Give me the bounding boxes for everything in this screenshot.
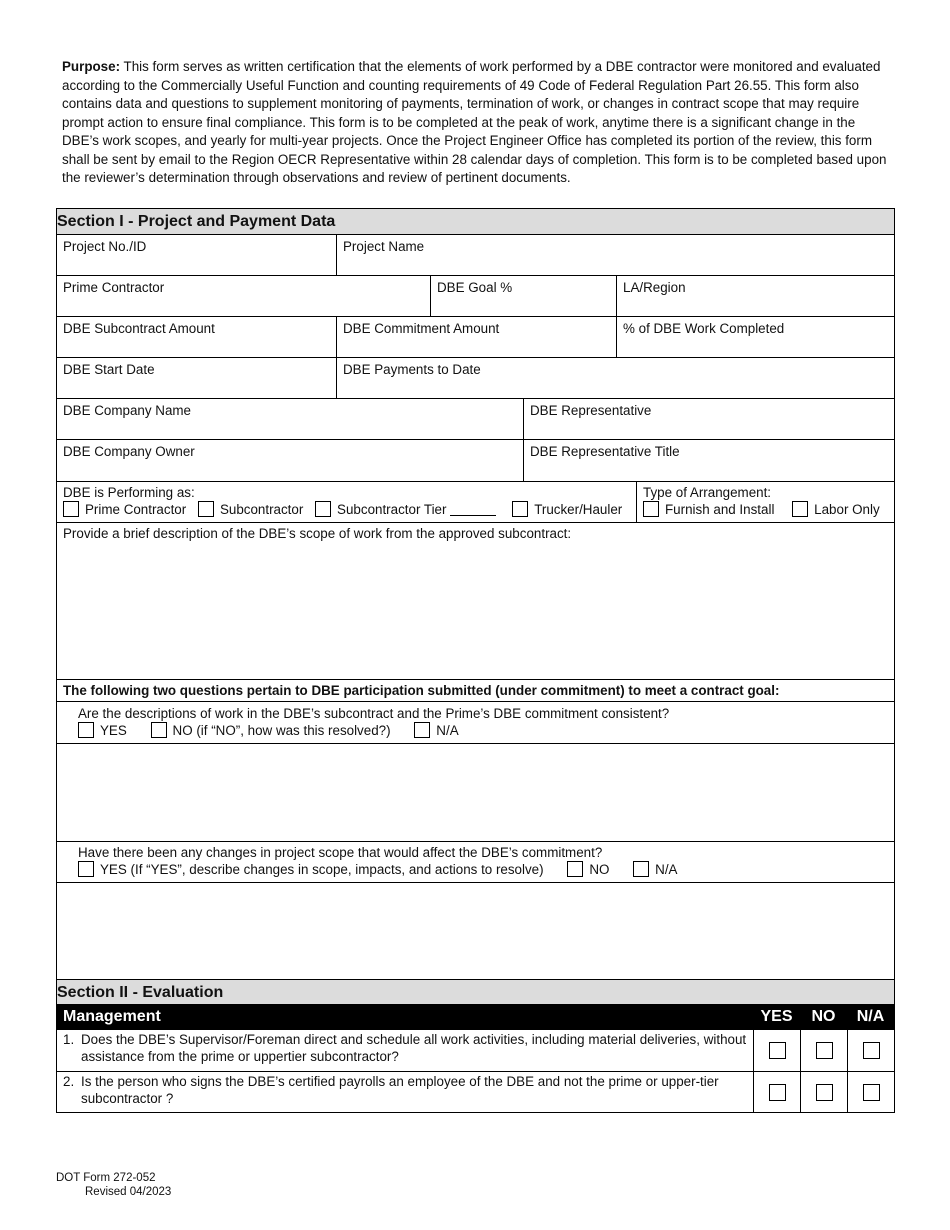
management-header bbox=[57, 1004, 894, 1030]
dbe-company-name-label: DBE Company Name bbox=[63, 403, 192, 418]
arrangement-label: Type of Arrangement: bbox=[643, 485, 772, 500]
question-1-text: Are the descriptions of work in the DBE’s subcontract and the Prime’s DBE commitment consistent? bbox=[78, 706, 670, 721]
dbe-start-date-field[interactable] bbox=[57, 358, 336, 398]
option-trucker-hauler[interactable] bbox=[512, 501, 622, 518]
q2-yes-label: YES (If “YES”, describe changes in scope, impacts, and actions to resolve) bbox=[100, 862, 544, 877]
evaluation-question-text: Does the DBE’s Supervisor/Foreman direct and schedule all work activities, including material deliveries, without assistance from the prime or uppertier subcontractor? bbox=[81, 1032, 747, 1064]
q1-option-na[interactable] bbox=[414, 722, 458, 739]
purpose-text: This form serves as written certification that the elements of work performed by a DBE contractor were monitored and evaluated according to the Commercially Useful Function and counting requirements of 49 Code of Federal Regulation Part 26.55. This form also contains data and questions to supplement monitoring of payments, termination of work, or changes in contract scope that may require prompt action to ensure final compliance. This form is to be completed at the peak of work, anytime there is a significant change in the DBE’s work scopes, and yearly for multi-year projects. Once the Project Engineer Office has completed its portion of the review, this form shall be sent by email to the Region OECR Representative within 28 calendar days of completion. This form is to be completed based upon the reviewer’s determination through observations and review of pertinent documents. bbox=[62, 59, 887, 185]
subcontractor-option-label: Subcontractor bbox=[219, 502, 304, 517]
dbe-rep-title-label: DBE Representative Title bbox=[530, 444, 680, 459]
participation-header: The following two questions pertain to DBE participation submitted (under commitment) to meet a contract goal: bbox=[63, 683, 780, 698]
tier-blank-line[interactable] bbox=[450, 503, 496, 516]
q2-no-checkbox[interactable] bbox=[567, 861, 583, 877]
q2-yes-checkbox[interactable] bbox=[78, 861, 94, 877]
furnish-install-checkbox[interactable] bbox=[643, 501, 659, 517]
q2-no-label: NO bbox=[589, 862, 610, 877]
project-name-field[interactable] bbox=[336, 235, 894, 275]
q1-na-checkbox[interactable] bbox=[414, 722, 430, 738]
trucker-hauler-checkbox[interactable] bbox=[512, 501, 528, 517]
dbe-commitment-amount-field[interactable] bbox=[336, 317, 616, 357]
q1-no-label: NO (if “NO”, how was this resolved?) bbox=[172, 723, 391, 738]
dbe-subcontract-amount-label: DBE Subcontract Amount bbox=[63, 321, 215, 336]
option-subcontractor-tier[interactable] bbox=[315, 501, 496, 518]
q2-option-na[interactable] bbox=[633, 861, 677, 878]
question-number: 2. bbox=[63, 1074, 75, 1089]
eval-2-na-checkbox[interactable] bbox=[863, 1084, 880, 1101]
q1-na-label: N/A bbox=[436, 723, 459, 738]
dbe-goal-field[interactable] bbox=[430, 276, 616, 316]
scope-description-prompt: Provide a brief description of the DBE’s scope of work from the approved subcontract: bbox=[63, 526, 572, 541]
evaluation-question-text: Is the person who signs the DBE’s certified payrolls an employee of the DBE and not the prime or upper-tier subcontractor ? bbox=[81, 1074, 719, 1106]
labor-only-checkbox[interactable] bbox=[792, 501, 808, 517]
la-region-label: LA/Region bbox=[623, 280, 686, 295]
management-title: Management bbox=[63, 1008, 161, 1025]
subcontractor-tier-option-label: Subcontractor Tier bbox=[337, 502, 447, 517]
pct-work-completed-field[interactable] bbox=[616, 317, 894, 357]
q1-option-no[interactable] bbox=[151, 722, 391, 739]
project-no-label: Project No./ID bbox=[63, 239, 147, 254]
purpose-label: Purpose: bbox=[62, 59, 121, 74]
pct-work-completed-label: % of DBE Work Completed bbox=[623, 321, 785, 336]
column-yes: YES bbox=[760, 1008, 793, 1025]
dbe-payments-label: DBE Payments to Date bbox=[343, 362, 481, 377]
q2-option-no[interactable] bbox=[567, 861, 609, 878]
prime-contractor-label: Prime Contractor bbox=[63, 280, 165, 295]
la-region-field[interactable] bbox=[616, 276, 894, 316]
section-1-title: Section I - Project and Payment Data bbox=[57, 209, 894, 234]
purpose-paragraph bbox=[62, 58, 892, 188]
section-2-title: Section II - Evaluation bbox=[57, 979, 894, 1004]
q1-option-yes[interactable] bbox=[78, 722, 127, 739]
dbe-subcontract-amount-field[interactable] bbox=[57, 317, 336, 357]
arrangement-group bbox=[636, 482, 894, 522]
evaluation-row bbox=[57, 1071, 894, 1112]
question-2-text: Have there been any changes in project scope that would affect the DBE’s commitment? bbox=[78, 845, 603, 860]
question-1-response-area[interactable] bbox=[57, 744, 894, 841]
evaluation-row bbox=[57, 1030, 894, 1071]
option-prime-contractor[interactable] bbox=[63, 501, 186, 518]
trucker-hauler-option-label: Trucker/Hauler bbox=[534, 502, 623, 517]
column-na: N/A bbox=[856, 1008, 885, 1025]
option-labor-only[interactable] bbox=[792, 501, 880, 518]
q2-option-yes[interactable] bbox=[78, 861, 544, 878]
form-number: DOT Form 272-052 bbox=[56, 1172, 156, 1184]
q1-yes-checkbox[interactable] bbox=[78, 722, 94, 738]
dbe-company-owner-field[interactable] bbox=[57, 440, 523, 481]
subcontractor-tier-checkbox[interactable] bbox=[315, 501, 331, 517]
prime-contractor-field[interactable] bbox=[57, 276, 430, 316]
dbe-goal-label: DBE Goal % bbox=[437, 280, 513, 295]
eval-1-na-checkbox[interactable] bbox=[863, 1042, 880, 1059]
question-1 bbox=[57, 702, 894, 743]
prime-contractor-checkbox[interactable] bbox=[63, 501, 79, 517]
revision-date: Revised 04/2023 bbox=[85, 1186, 172, 1198]
q1-no-checkbox[interactable] bbox=[151, 722, 167, 738]
q2-na-label: N/A bbox=[655, 862, 678, 877]
dbe-rep-title-field[interactable] bbox=[523, 440, 894, 481]
eval-2-no-checkbox[interactable] bbox=[816, 1084, 833, 1101]
question-2-response-area[interactable] bbox=[57, 883, 894, 979]
performing-as-label: DBE is Performing as: bbox=[63, 485, 195, 500]
subcontractor-checkbox[interactable] bbox=[198, 501, 214, 517]
dbe-representative-field[interactable] bbox=[523, 399, 894, 439]
project-no-field[interactable] bbox=[57, 235, 336, 275]
dbe-representative-label: DBE Representative bbox=[530, 403, 652, 418]
form-footer bbox=[56, 1171, 171, 1199]
eval-1-no-checkbox[interactable] bbox=[816, 1042, 833, 1059]
labor-only-option-label: Labor Only bbox=[814, 502, 880, 517]
dbe-start-date-label: DBE Start Date bbox=[63, 362, 155, 377]
column-no: NO bbox=[811, 1008, 836, 1025]
q2-na-checkbox[interactable] bbox=[633, 861, 649, 877]
dbe-company-name-field[interactable] bbox=[57, 399, 523, 439]
project-name-label: Project Name bbox=[343, 239, 425, 254]
performing-as-group bbox=[57, 482, 636, 522]
scope-description-field[interactable] bbox=[57, 523, 894, 679]
q1-yes-label: YES bbox=[100, 723, 127, 738]
question-2 bbox=[57, 842, 894, 882]
eval-2-yes-checkbox[interactable] bbox=[769, 1084, 786, 1101]
furnish-install-option-label: Furnish and Install bbox=[665, 502, 775, 517]
dbe-commitment-amount-label: DBE Commitment Amount bbox=[343, 321, 500, 336]
eval-1-yes-checkbox[interactable] bbox=[769, 1042, 786, 1059]
dbe-review-form bbox=[56, 208, 895, 1113]
option-subcontractor[interactable] bbox=[198, 501, 303, 518]
prime-contractor-option-label: Prime Contractor bbox=[85, 502, 187, 517]
option-furnish-install[interactable] bbox=[643, 501, 774, 518]
question-number: 1. bbox=[63, 1032, 75, 1047]
dbe-payments-field[interactable] bbox=[336, 358, 894, 398]
dbe-company-owner-label: DBE Company Owner bbox=[63, 444, 195, 459]
